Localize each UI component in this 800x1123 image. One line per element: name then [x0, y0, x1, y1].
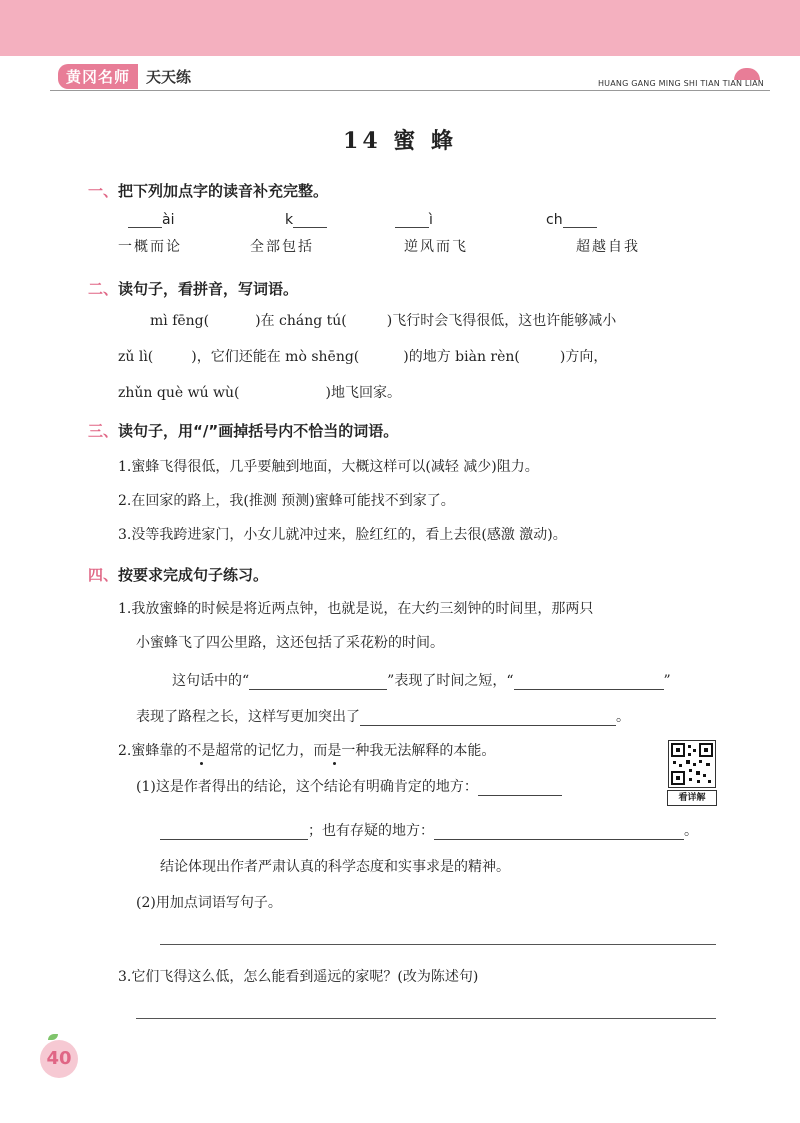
s2-line-3: zhǔn què wú wù( )地飞回家。 — [118, 385, 401, 401]
s1-pinyin-2[interactable]: k — [285, 212, 327, 228]
s4-q2-conclusion: 结论体现出作者严肃认真的科学态度和实事求是的精神。 — [160, 859, 510, 875]
s3-sentence-2: 2.在回家的路上，我(推测 预测)蜜蜂可能找不到家了。 — [118, 493, 455, 509]
s4-q3: 3.它们飞得这么低，怎么能看到遥远的家呢？(改为陈述句) — [118, 969, 479, 985]
s4-q2-sentence: 2.蜜蜂靠的不是超常的记忆力，而是一种我无法解释的本能。 — [118, 743, 496, 759]
qr-label[interactable]: 看详解 — [667, 790, 717, 806]
answer-line-1[interactable] — [160, 944, 716, 945]
s2-line-1: mì fēng( )在 cháng tú( )飞行时会飞得很低，这也许能够减小 — [150, 313, 617, 329]
s1-pinyin-3[interactable]: ì — [395, 212, 433, 228]
qr-code[interactable] — [668, 740, 716, 788]
s4-q1-line-1: 1.我放蜜蜂的时候是将近两点钟，也就是说，在大约三刻钟的时间里，那两只 — [118, 601, 594, 617]
s2-line-2: zǔ lì( )，它们还能在 mò shēng( )的地方 biàn rèn( )方向， — [118, 349, 608, 365]
section-1-heading: 一、把下列加点字的读音补充完整。 — [88, 182, 329, 200]
brand-name: 黄冈名师 — [58, 64, 138, 89]
s1-word-4: 超越自我 — [576, 239, 640, 255]
brand — [58, 64, 191, 88]
s3-sentence-1: 1.蜜蜂飞得很低，几乎要触到地面，大概这样可以(减轻 减少)阻力。 — [118, 459, 539, 475]
s1-word-1: 一概而论 — [118, 239, 182, 255]
series-name: 天天练 — [146, 67, 192, 86]
page-number: 40 — [46, 1048, 72, 1069]
s4-q1-line-2: 小蜜蜂飞了四公里路，这还包括了采花粉的时间。 — [136, 635, 444, 651]
s4-q2-part-1: (1)这是作者得出的结论，这个结论有明确肯定的地方： — [136, 776, 562, 796]
s1-pinyin-4[interactable]: ch — [546, 212, 597, 228]
s1-word-3: 逆风而飞 — [404, 239, 468, 255]
s3-sentence-3: 3.没等我跨进家门，小女儿就冲过来，脸红红的，看上去很(感激 激动)。 — [118, 527, 567, 543]
s4-q1-line-4: 表现了路程之长，这样写更加突出了 。 — [136, 709, 630, 725]
section-4-heading: 四、按要求完成句子练习。 — [88, 566, 269, 584]
dotted-word-2: 是 — [327, 743, 342, 759]
section-2-heading: 二、读句子，看拼音，写词语。 — [88, 280, 299, 298]
s1-pinyin-1[interactable]: ài — [128, 212, 174, 228]
page-title: 14 蜜 蜂 — [343, 128, 457, 154]
dotted-word-1: 不是 — [187, 743, 216, 759]
brand-english: HUANG GANG MING SHI TIAN TIAN LIAN — [597, 79, 764, 88]
section-3-heading: 三、读句子，用“/”画掉括号内不恰当的词语。 — [88, 422, 399, 440]
header-rule — [50, 90, 770, 91]
header-band — [0, 0, 800, 56]
s1-word-2: 全部包括 — [250, 239, 314, 255]
s4-q2-part-1-cont: ；也有存疑的地方： 。 — [160, 820, 698, 840]
s4-q1-line-3: 这句话中的“ ”表现了时间之短，“ ” — [172, 673, 671, 689]
s4-q2-part-2: (2)用加点词语写句子。 — [136, 895, 282, 911]
answer-line-2[interactable] — [136, 1018, 716, 1019]
